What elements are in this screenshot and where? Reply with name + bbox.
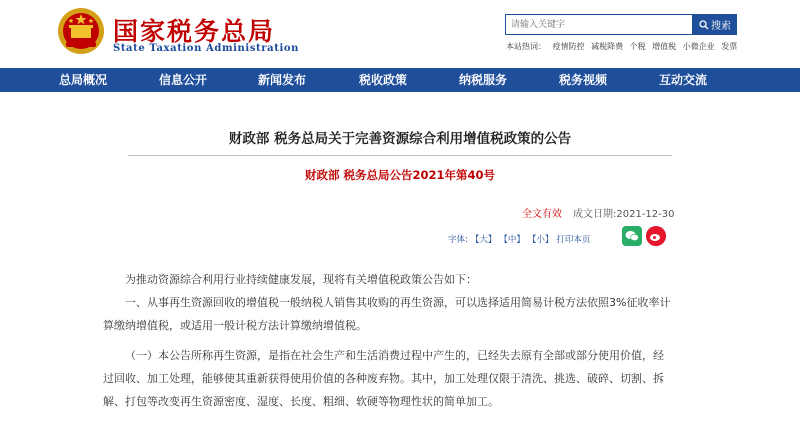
search-icon	[699, 20, 709, 30]
main-nav	[0, 68, 800, 92]
font-medium-button[interactable]: 【中】	[499, 235, 525, 245]
search-button-label: 搜索	[711, 21, 731, 32]
article-title: 财政部 税务总局关于完善资源综合利用增值税政策的公告	[228, 131, 572, 147]
hot-word-link[interactable]: 增值税	[652, 42, 677, 51]
article-paragraph: 一、从事再生资源回收的增值税一般纳税人销售其收购的再生资源，可以选择适用简易计税方法依照3%征收率计算缴纳增值税，或适用一般计税方法计算缴纳增值税。	[103, 296, 671, 332]
nav-item-news[interactable]: 新闻发布	[258, 73, 307, 87]
article-tools	[448, 231, 593, 247]
issue-date	[573, 205, 675, 220]
hot-words-label: 本站热词：	[506, 42, 546, 51]
date-label: 成文日期:	[573, 209, 617, 220]
hot-word-link[interactable]: 个税	[629, 42, 646, 51]
article-paragraph: （一）本公告所称再生资源，是指在社会生产和生活消费过程中产生的，已经失去原有全部或部分使用价值，经过回收、加工处理，能够使其重新获得使用价值的各种废弃物。其中，加工处理仅限于清洗、挑选、破碎、切割、拆解、打包等改变再生资源密度、湿度、长度、粗细、软硬等物理性状的简单加工。	[103, 349, 664, 408]
nav-item-tax-service[interactable]: 纳税服务	[459, 73, 508, 87]
wechat-share-icon[interactable]	[622, 226, 642, 246]
national-emblem-icon[interactable]	[56, 6, 106, 56]
validity-status: 全文有效	[522, 209, 562, 220]
nav-item-overview[interactable]: 总局概况	[59, 73, 108, 87]
search-button[interactable]	[693, 14, 737, 35]
site-header	[0, 0, 800, 68]
font-size-label: 字体:	[448, 235, 468, 245]
nav-item-tax-video[interactable]: 税务视频	[559, 73, 608, 87]
date-value: 2021-12-30	[616, 209, 675, 220]
nav-item-info-disclosure[interactable]: 信息公开	[159, 73, 208, 87]
hot-word-link[interactable]: 小微企业	[682, 42, 715, 51]
hot-word-link[interactable]: 疫情防控	[552, 42, 585, 51]
print-button[interactable]: 打印本页	[556, 235, 591, 245]
hot-word-link[interactable]: 发票	[721, 42, 738, 51]
hot-words-bar	[506, 41, 741, 52]
site-name-english[interactable]: State Taxation Administration	[113, 43, 299, 54]
title-divider	[128, 155, 672, 156]
weibo-share-icon[interactable]	[646, 226, 666, 246]
nav-item-interaction[interactable]: 互动交流	[659, 73, 708, 87]
article-paragraph: 为推动资源综合利用行业持续健康发展，现将有关增值税政策公告如下：	[125, 273, 477, 286]
site-name-chinese[interactable]: 国家税务总局	[113, 17, 276, 46]
search-input[interactable]	[505, 14, 693, 35]
font-large-button[interactable]: 【大】	[470, 235, 497, 245]
font-small-button[interactable]: 【小】	[527, 235, 554, 245]
hot-word-link[interactable]: 减税降费	[591, 42, 624, 51]
article-document-number: 财政部 税务总局公告2021年第40号	[304, 168, 495, 182]
nav-item-tax-policy[interactable]: 税收政策	[359, 73, 408, 87]
